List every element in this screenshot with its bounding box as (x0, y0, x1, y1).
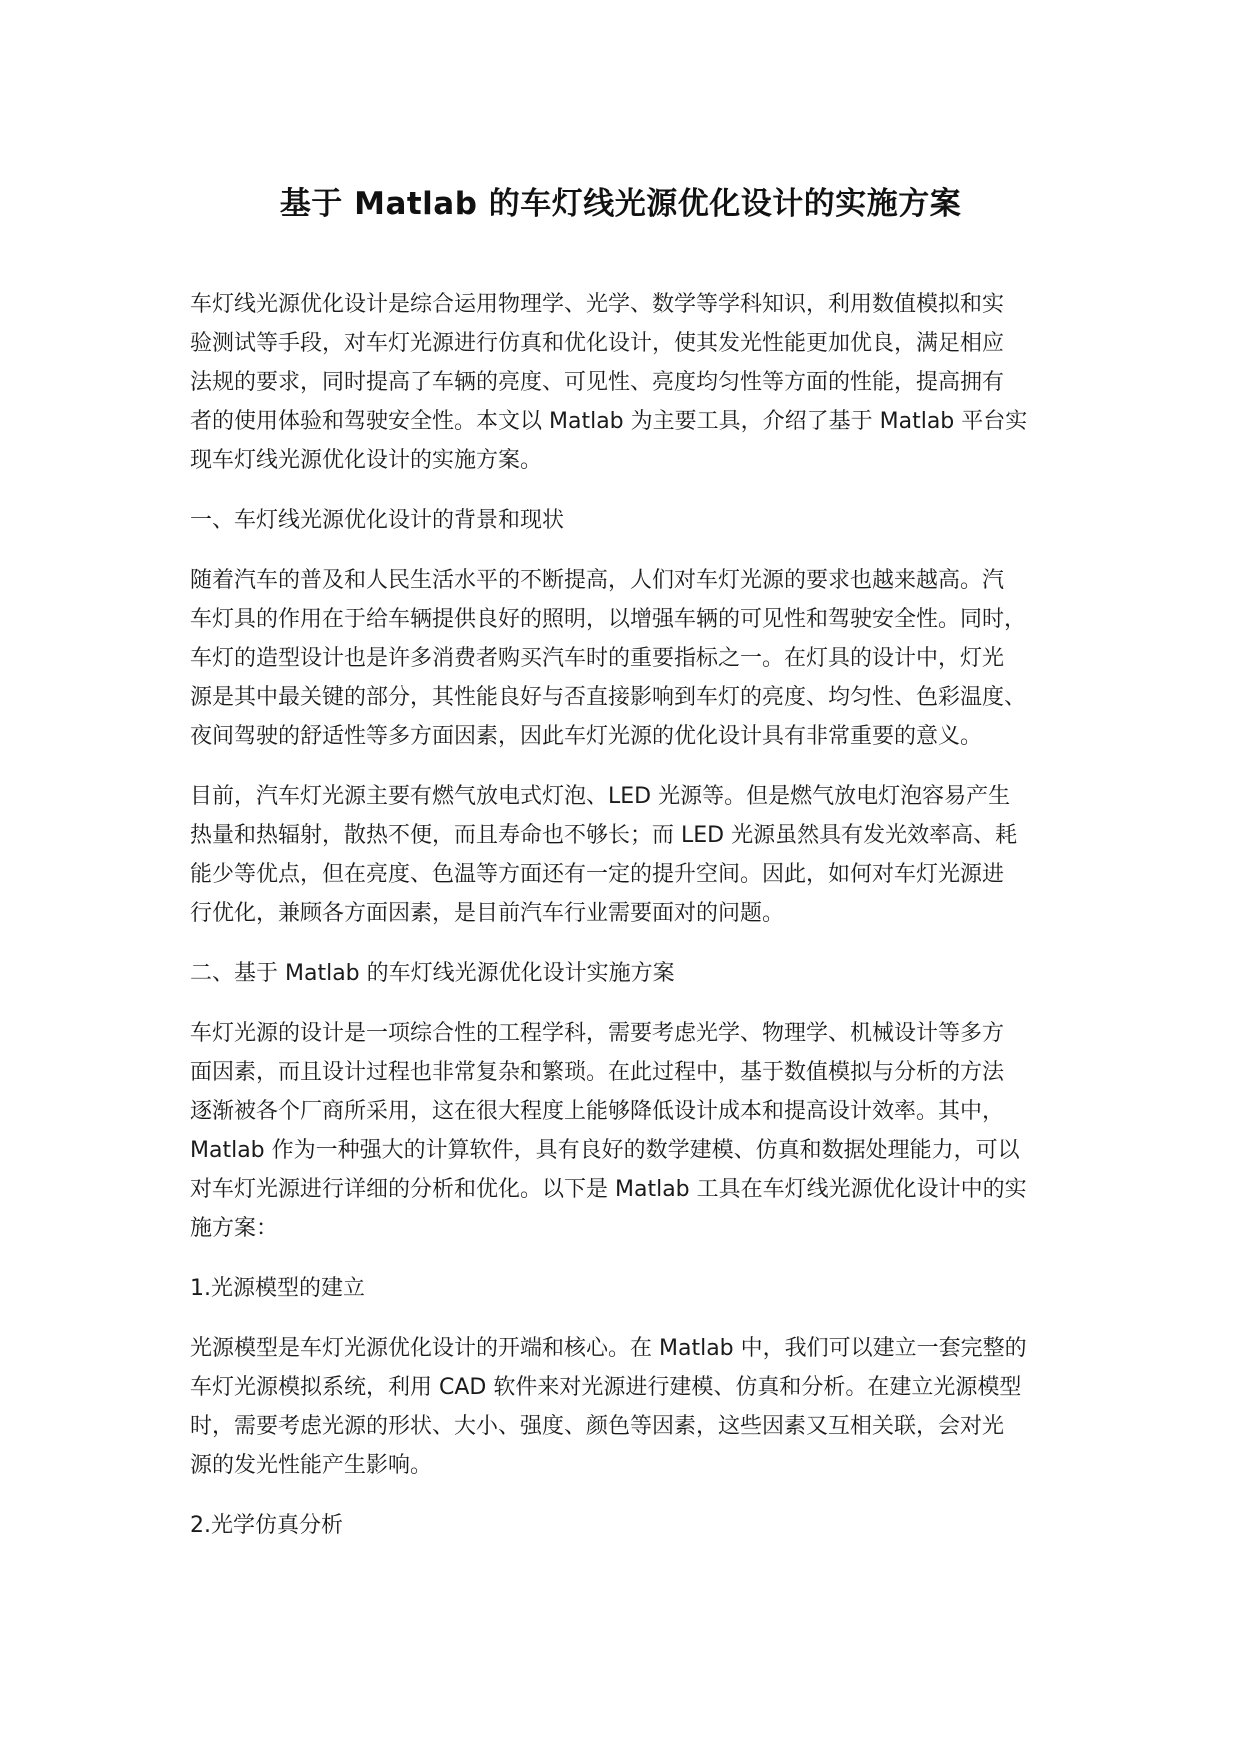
text-line: 现车灯线光源优化设计的实施方案。 (190, 448, 543, 473)
text-line: 源是其中最关键的部分，其性能良好与否直接影响到车灯的亮度、均匀性、色彩温度、 (190, 685, 1027, 710)
text-line: 热量和热辐射，散热不便，而且寿命也不够长；而 LED 光源虽然具有发光效率高、耗 (190, 823, 1018, 848)
heading-text: 1.光源模型的建立 (190, 1276, 365, 1301)
text-line: 面因素，而且设计过程也非常复杂和繁琐。在此过程中，基于数值模拟与分析的方法 (190, 1060, 1005, 1085)
text-line: 能少等优点，但在亮度、色温等方面还有一定的提升空间。因此，如何对车灯光源进 (190, 862, 1005, 887)
text-line: 者的使用体验和驾驶安全性。本文以 Matlab 为主要工具，介绍了基于 Matlab 平台实 (190, 409, 1028, 434)
text-line: 行优化，兼顾各方面因素，是目前汽车行业需要面对的问题。 (190, 901, 785, 926)
text-line: 车灯光源模拟系统，利用 CAD 软件来对光源进行建模、仿真和分析。在建立光源模型 (190, 1375, 1022, 1400)
document-body (190, 285, 1075, 1566)
text-line: Matlab 作为一种强大的计算软件，具有良好的数学建模、仿真和数据处理能力，可以 (190, 1138, 1020, 1163)
text-line: 源的发光性能产生影响。 (190, 1453, 433, 1478)
text-line: 随着汽车的普及和人民生活水平的不断提高，人们对车灯光源的要求也越来越高。汽 (190, 568, 1005, 593)
intro-paragraph (190, 285, 1075, 480)
section-heading-background (190, 501, 1075, 540)
text-line: 车灯的造型设计也是许多消费者购买汽车时的重要指标之一。在灯具的设计中，灯光 (190, 646, 1005, 671)
text-line: 车灯具的作用在于给车辆提供良好的照明，以增强车辆的可见性和驾驶安全性。同时， (190, 607, 1027, 632)
heading-text: 一、车灯线光源优化设计的背景和现状 (190, 508, 565, 533)
subsection-heading-optical-simulation (190, 1506, 1075, 1545)
text-line: 法规的要求，同时提高了车辆的亮度、可见性、亮度均匀性等方面的性能，提高拥有 (190, 370, 1005, 395)
text-line: 光源模型是车灯光源优化设计的开端和核心。在 Matlab 中，我们可以建立一套完整的 (190, 1336, 1027, 1361)
text-line: 施方案： (190, 1216, 279, 1241)
light-model-paragraph (190, 1329, 1075, 1485)
background-paragraph (190, 561, 1075, 756)
current-status-paragraph (190, 777, 1075, 933)
text-line: 逐渐被各个厂商所采用，这在很大程度上能够降低设计成本和提高设计效率。其中， (190, 1099, 1005, 1124)
subsection-heading-light-model (190, 1269, 1075, 1308)
text-line: 车灯线光源优化设计是综合运用物理学、光学、数学等学科知识，利用数值模拟和实 (190, 292, 1005, 317)
document-title: 基于 Matlab 的车灯线光源优化设计的实施方案 (279, 186, 962, 222)
text-line: 对车灯光源进行详细的分析和优化。以下是 Matlab 工具在车灯线光源优化设计中的实 (190, 1177, 1027, 1202)
section-heading-plan (190, 954, 1075, 993)
text-line: 目前，汽车灯光源主要有燃气放电式灯泡、LED 光源等。但是燃气放电灯泡容易产生 (190, 784, 1011, 809)
text-line: 时，需要考虑光源的形状、大小、强度、颜色等因素，这些因素又互相关联，会对光 (190, 1414, 1005, 1439)
heading-text: 2.光学仿真分析 (190, 1513, 343, 1538)
text-line: 夜间驾驶的舒适性等多方面因素，因此车灯光源的优化设计具有非常重要的意义。 (190, 724, 983, 749)
heading-text: 二、基于 Matlab 的车灯线光源优化设计实施方案 (190, 961, 675, 986)
plan-paragraph (190, 1014, 1075, 1248)
text-line: 车灯光源的设计是一项综合性的工程学科，需要考虑光学、物理学、机械设计等多方 (190, 1021, 1005, 1046)
text-line: 验测试等手段，对车灯光源进行仿真和优化设计，使其发光性能更加优良，满足相应 (190, 331, 1005, 356)
